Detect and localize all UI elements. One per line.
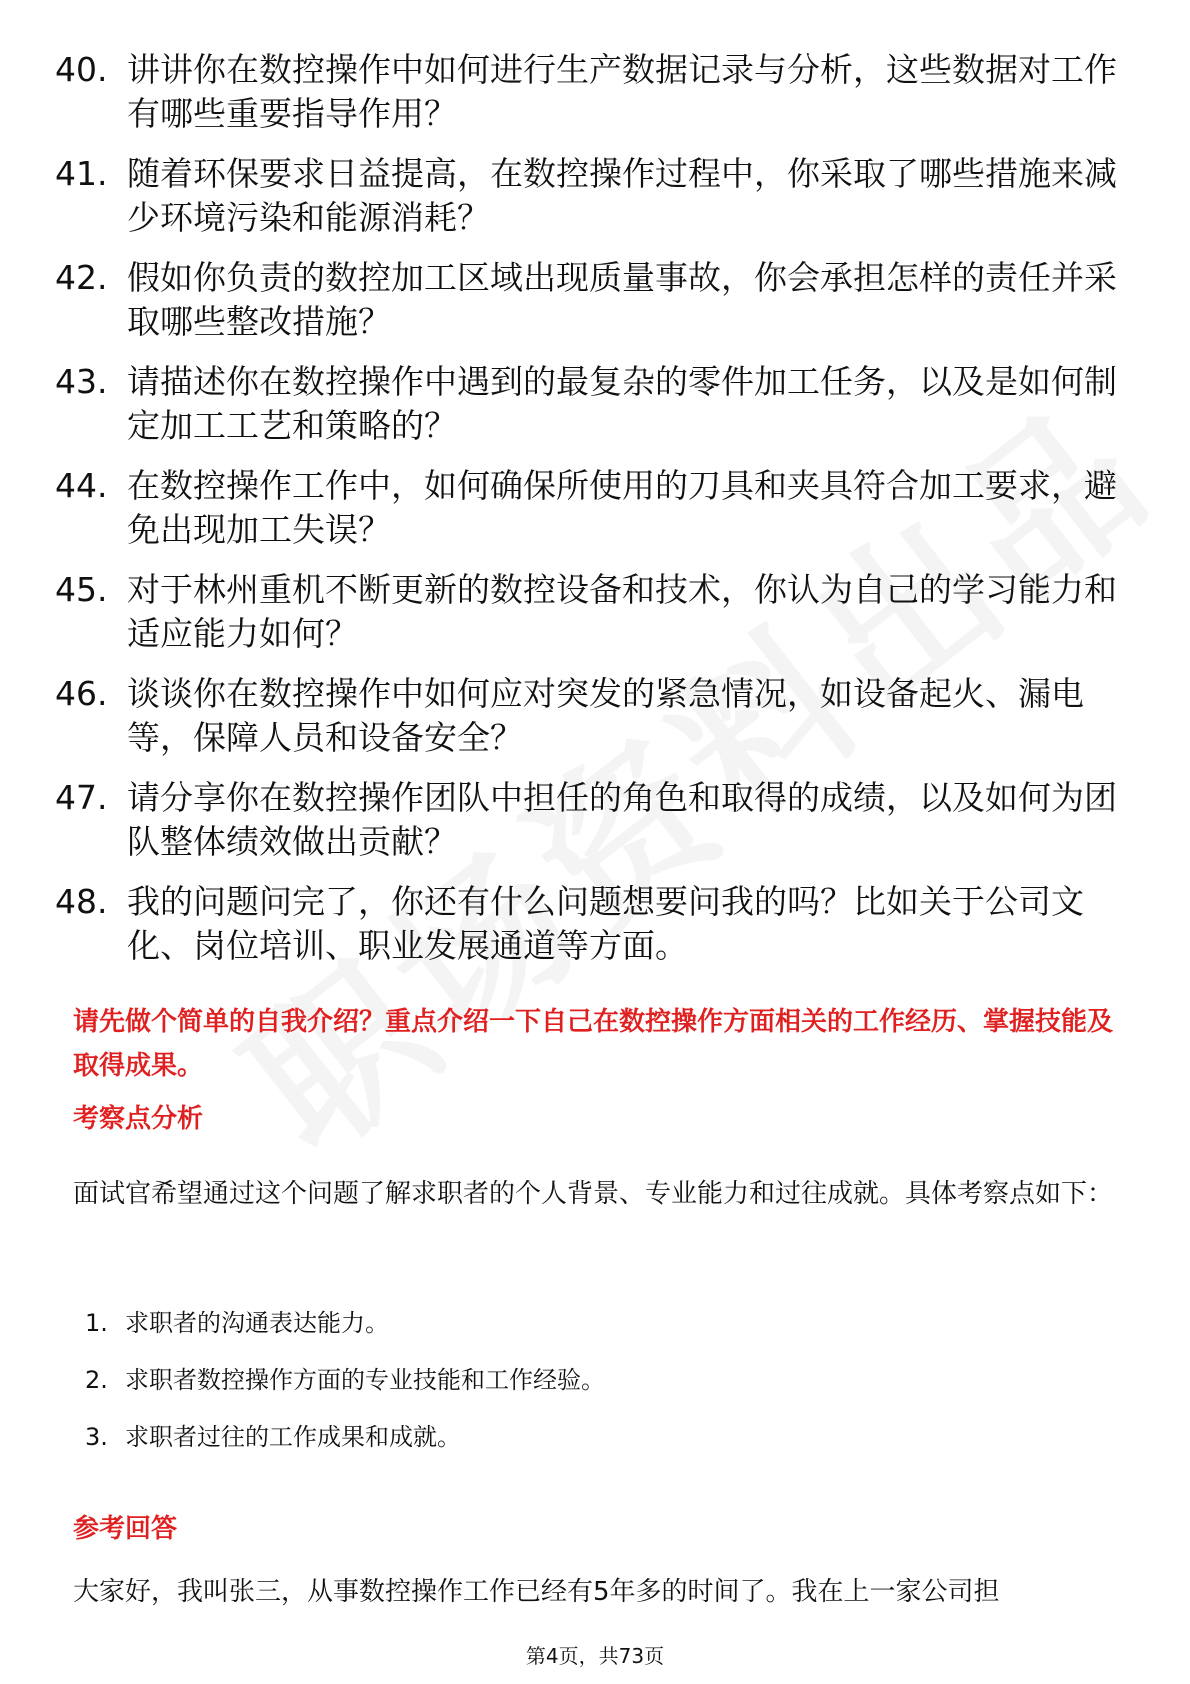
question-list xyxy=(55,48,1140,984)
analysis-point xyxy=(85,1308,605,1338)
page-footer: 第4页，共73页 xyxy=(525,1644,665,1668)
question-number: 45. xyxy=(55,570,108,609)
question-number: 48. xyxy=(55,882,108,921)
question-number: 44. xyxy=(55,466,108,505)
point-number: 2. xyxy=(85,1366,108,1394)
question-number: 46. xyxy=(55,674,108,713)
analysis-point xyxy=(85,1365,605,1395)
point-text: 求职者的沟通表达能力。 xyxy=(125,1309,389,1337)
question-text: 在数控操作工作中，如何确保所使用的刀具和夹具符合加工要求，避免出现加工失误？ xyxy=(127,466,1117,549)
analysis-intro: 面试官希望通过这个问题了解求职者的个人背景、专业能力和过往成就。具体考察点如下： xyxy=(73,1179,1114,1209)
question-item xyxy=(55,360,1140,448)
question-number: 43. xyxy=(55,362,108,401)
question-text: 请分享你在数控操作团队中担任的角色和取得的成绩，以及如何为团队整体绩效做出贡献？ xyxy=(127,778,1117,861)
question-item xyxy=(55,568,1140,656)
question-item xyxy=(55,672,1140,760)
question-number: 47. xyxy=(55,778,108,817)
question-item xyxy=(55,256,1140,344)
question-item xyxy=(55,152,1140,240)
question-text: 请描述你在数控操作中遇到的最复杂的零件加工任务，以及是如何制定加工工艺和策略的？ xyxy=(127,362,1117,445)
question-text: 谈谈你在数控操作中如何应对突发的紧急情况，如设备起火、漏电等，保障人员和设备安全？ xyxy=(127,674,1084,757)
point-text: 求职者数控操作方面的专业技能和工作经验。 xyxy=(125,1366,605,1394)
question-number: 40. xyxy=(55,50,108,89)
analysis-point xyxy=(85,1422,605,1452)
analysis-points xyxy=(85,1308,605,1479)
question-text: 对于林州重机不断更新的数控设备和技术，你认为自己的学习能力和适应能力如何？ xyxy=(127,570,1117,653)
question-text: 讲讲你在数控操作中如何进行生产数据记录与分析，这些数据对工作有哪些重要指导作用？ xyxy=(127,50,1117,133)
question-text: 随着环保要求日益提高，在数控操作过程中，你采取了哪些措施来减少环境污染和能源消耗？ xyxy=(127,154,1117,237)
question-item xyxy=(55,48,1140,136)
answer-title: 参考回答 xyxy=(73,1514,178,1544)
question-text: 我的问题问完了，你还有什么问题想要问我的吗？比如关于公司文化、岗位培训、职业发展通道等方面。 xyxy=(127,882,1084,965)
question-item xyxy=(55,880,1140,968)
analysis-title: 考察点分析 xyxy=(73,1104,204,1134)
question-item xyxy=(55,464,1140,552)
question-item xyxy=(55,776,1140,864)
question-text: 假如你负责的数控加工区域出现质量事故，你会承担怎样的责任并采取哪些整改措施？ xyxy=(127,258,1117,341)
question-number: 41. xyxy=(55,154,108,193)
point-text: 求职者过往的工作成果和成就。 xyxy=(125,1423,461,1451)
answer-text: 大家好，我叫张三，从事数控操作工作已经有5年多的时间了。我在上一家公司担 xyxy=(73,1577,1000,1607)
point-number: 1. xyxy=(85,1309,108,1337)
highlight-question: 请先做个简单的自我介绍？重点介绍一下自己在数控操作方面相关的工作经历、掌握技能及取得成果。 xyxy=(73,1007,1114,1081)
question-number: 42. xyxy=(55,258,108,297)
point-number: 3. xyxy=(85,1423,108,1451)
